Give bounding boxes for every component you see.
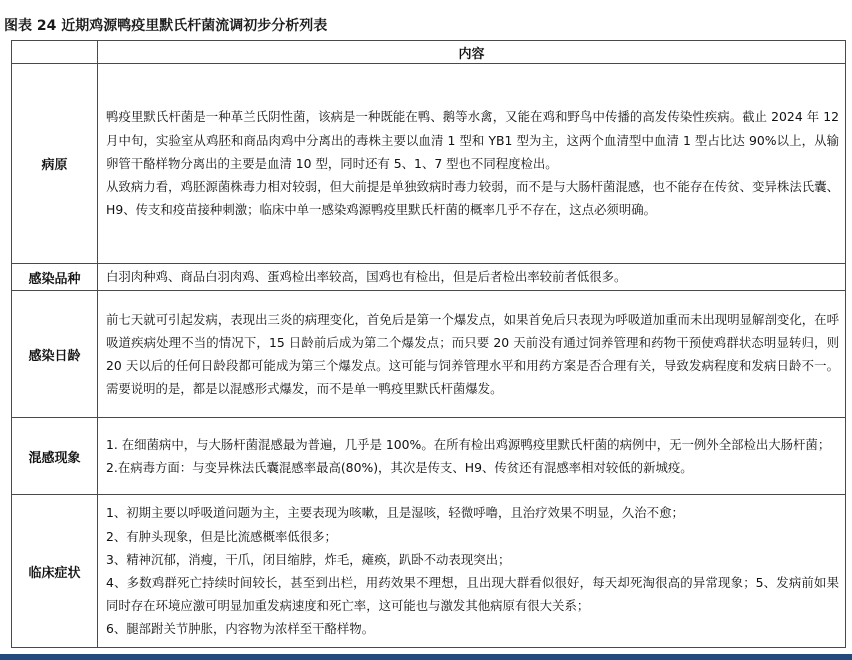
pathogen-paragraph-2: 从致病力看，鸡胚源菌株毒力相对较弱，但大前提是单独致病时毒力较弱，而不是与大肠杆菌混感，也不能存在传贫、变异株法氏囊、H9、传支和疫苗接种刺激；临床中单一感染鸡源鸭疫里默氏杆菌的概率几乎不存在，这点必须明确。	[106, 179, 839, 218]
row-label-symptoms: 临床症状	[12, 495, 98, 648]
header-blank-cell	[12, 41, 98, 64]
symptoms-paragraph-4: 4、多数鸡群死亡持续时间较长，甚至到出栏，用药效果不理想，且出现大群看似很好，每天却死淘很高的异常现象；5、发病前如果同时存在环境应激可明显加重发病速度和死亡率，这可能也与激发其他病原有很大关系；	[106, 575, 839, 614]
row-label-coinfection: 混感现象	[12, 418, 98, 495]
symptoms-paragraph-1: 1、初期主要以呼吸道问题为主，主要表现为咳嗽，且是湿咳，轻微呼噜，且治疗效果不明显，久治不愈；	[106, 505, 684, 521]
symptoms-paragraph-3: 3、精神沉郁，消瘦，干爪，闭目缩脖，炸毛，瘫痪，趴卧不动表现突出；	[106, 551, 511, 567]
symptoms-paragraph-2: 2、有肿头现象，但是比流感概率低很多；	[106, 528, 337, 544]
analysis-table-container	[11, 40, 845, 648]
row-label-breed: 感染品种	[12, 264, 98, 291]
table-row-symptoms	[12, 495, 846, 648]
row-content-coinfection	[98, 418, 846, 495]
analysis-table	[11, 40, 846, 648]
coinfection-paragraph-1: 1. 在细菌病中，与大肠杆菌混感最为普遍，几乎是 100%。在所有检出鸡源鸭疫里默氏杆菌的病例中，无一例外全部检出大肠杆菌；	[106, 436, 831, 452]
pathogen-paragraph-1: 鸭疫里默氏杆菌是一种革兰氏阴性菌，该病是一种既能在鸭、鹅等水禽，又能在鸡和野鸟中传播的高发传染性疾病。截止 2024 年 12 月中旬，实验室从鸡胚和商品肉鸡中分离出的毒株主要以血清 1 型和 YB1 型为主，这两个血清型中血清 1 型占比达 90%以上，从输卵管干酪样物分离出的主要是血清 10 型，同时还有 5、1、7 型也不同程度检出。	[106, 109, 839, 171]
row-label-age: 感染日龄	[12, 291, 98, 418]
symptoms-paragraph-5: 6、腿部跗关节肿胀，内容物为浓样至干酪样物。	[106, 621, 375, 637]
table-row-pathogen	[12, 64, 846, 264]
table-row-breed	[12, 264, 846, 291]
bottom-divider-bar	[0, 654, 852, 660]
row-content-age	[98, 291, 846, 418]
row-content-breed	[98, 264, 846, 291]
table-header-row	[12, 41, 846, 64]
figure-title: 图表 24 近期鸡源鸭疫里默氏杆菌流调初步分析列表	[4, 18, 328, 34]
age-paragraph-1: 前七天就可引起发病，表现出三炎的病理变化，首免后是第一个爆发点，如果首免后只表现为呼吸道加重而未出现明显解剖变化，在呼吸道疾病处理不当的情况下，15 日龄前后成为第二个爆发点；而只要 20 天前没有通过饲养管理和药物干预使鸡群状态明显转归，则 20 天以后的任何日龄段都可能成为第三个爆发点。这可能与饲养管理水平和用药方案是否合理有关，导致发病程度和发病日龄不一。需要说明的是，都是以混感形式爆发，而不是单一鸭疫里默氏杆菌爆发。	[106, 311, 839, 397]
breed-paragraph-1: 白羽肉种鸡、商品白羽肉鸡、蛋鸡检出率较高，国鸡也有检出，但是后者检出率较前者低很多。	[106, 269, 627, 285]
table-row-age	[12, 291, 846, 418]
row-label-pathogen: 病原	[12, 64, 98, 264]
coinfection-paragraph-2: 2.在病毒方面：与变异株法氏囊混感率最高(80%)，其次是传支、H9、传贫还有混感率相对较低的新城疫。	[106, 460, 693, 475]
table-row-coinfection	[12, 418, 846, 495]
row-content-symptoms	[98, 495, 846, 648]
header-content-cell: 内容	[98, 41, 846, 64]
row-content-pathogen	[98, 64, 846, 264]
